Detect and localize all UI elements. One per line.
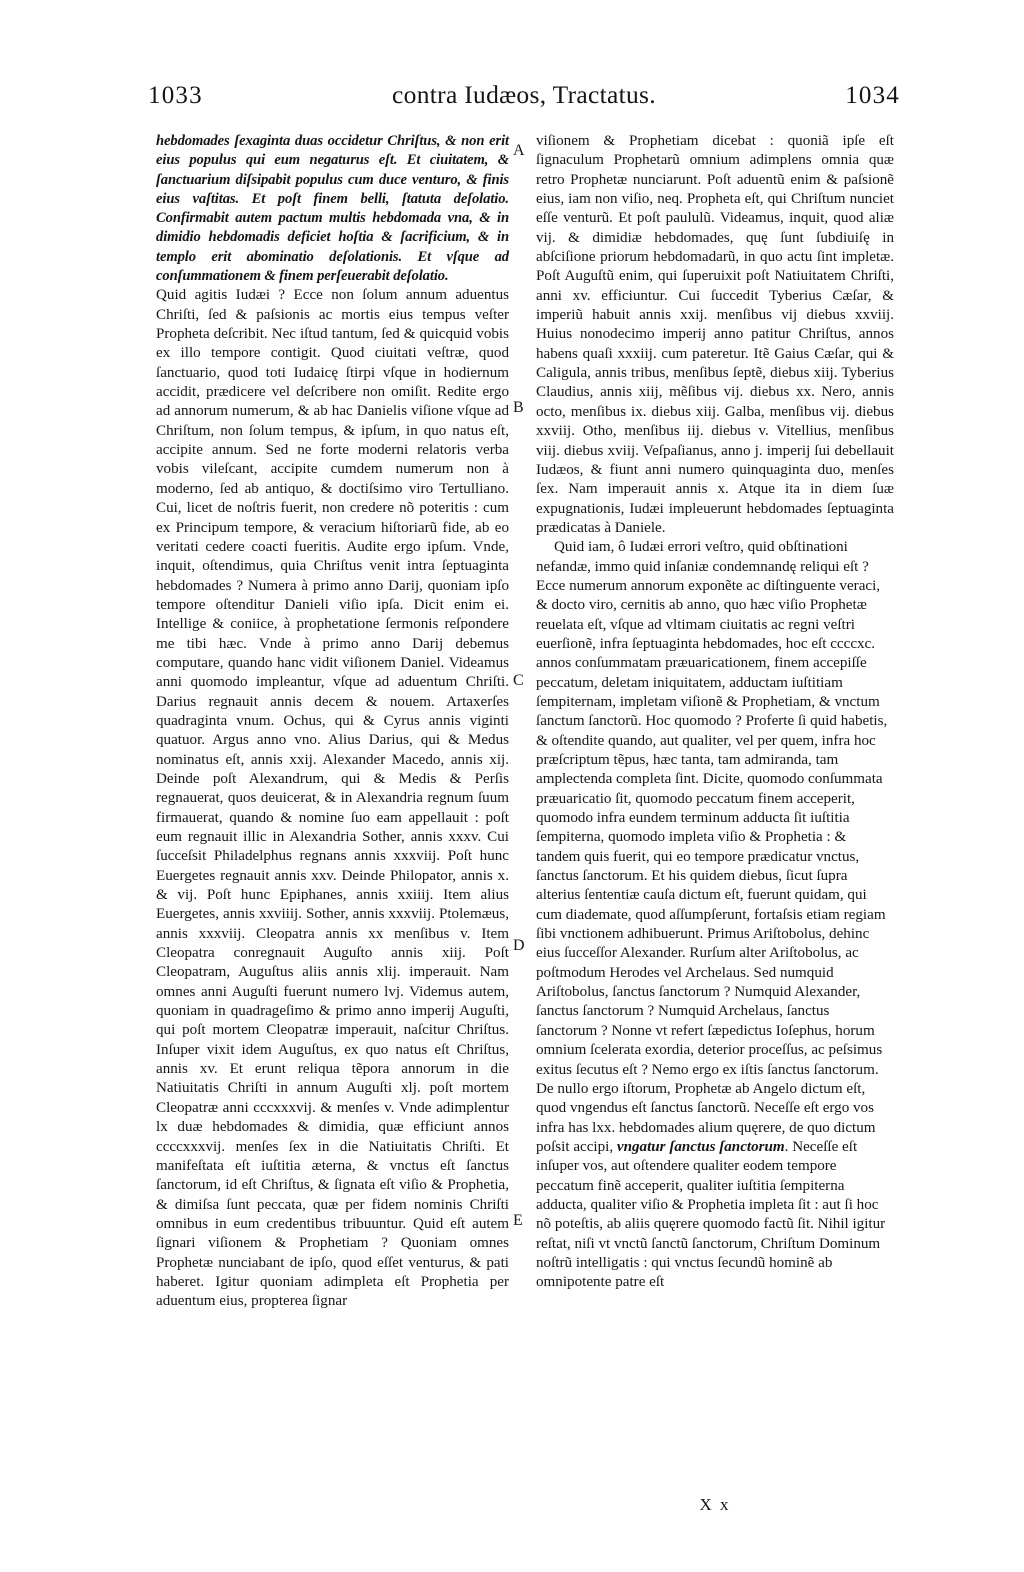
marginal-letter-b: B — [513, 399, 524, 416]
left-column-body: Quid agitis Iudæi ? Ecce non ſolum annum aduentus Chriſti, ſed & paſsionis ac mortis eius tempus veſter Propheta deſcribit. Nec iſtud tantum, ſed & quicquid vobis ex illo tempore contigit. Quod ciuitati veſtræ, quod ſanctuario, quod toti Iudaicę ſtirpi vſque in hodiernum accidit, prædicere vel deſcribere non omiſit. Redite ergo ad annorum numerum, & ab hac Danielis viſione vſque ad Chriſtum, non ſolum tempus, & ipſum, in quo natus eſt, accipite annum. Sed ne forte moderni relatoris verba vobis vileſcant, accipite cumdem numerum non à moderno, ſed ab antiquo, & doctiſsimo viro Tertulliano. Cui, licet de noſtris fuerit, non credere nõ poteritis : cum ex Principum tempore, & veracium hiſtoriarũ fide, ab eo veritati cedere coacti fueritis. Audite ergo ipſum. Vnde, inquit, oſtendimus, quia Chriſtus venit intra ſeptuaginta hebdomades ? Numera à primo anno Darij, quoniam ipſo tempore oſtenditur Danieli viſio ipſa. Dicit enim ei. Intellige & coniice, à prophetatione ſermonis reſpondere me tibi hæc. Vnde à primo anno Darij debemus computare, quando hanc vidit viſionem Daniel. Videamus anni quomodo impleantur, vſque ad aduentum Chriſti. Darius regnauit annis decem & nouem. Artaxerſes quadraginta vnum. Ochus, qui & Cyrus annis viginti quatuor. Argus anno vno. Alius Darius, qui & Medus nominatus eſt, annis xxij. Alexander Macedo, annis xij. Deinde poſt Alexandrum, qui & Medis & Perſis regnauerat, quos deuicerat, & in Alexandria regnum ſuum firmauerat, quando & nomine ſuo eam appellauit : poſt eum regnauit illic in Alexandria Sother, annis xxxv. Cui ſucceſsit Philadelphus regnans annis xxxviij. Poſt hunc Euergetes regnauit annis xxv. Deinde Philopator, annis x. & vij. Poſt hunc Epiphanes, annis xxiiij. Item alius Euergetes, annis xxviiij. Sother, annis xxxviij. Ptolemæus, annis xxxviij. Cleopatra annis xx menſibus v. Item Cleopatra conregnauit Auguſto annis xiij. Poſt Cleopatram, Auguſtus aliis annis xlij. imperauit. Nam omnes anni Auguſti fuerunt numero lvj. Videmus autem, quoniam in quadrageſimo & primo anno imperij Auguſti, qui poſt mortem Cleopatræ imperauit, naſcitur Chriſtus. Inſuper vixit idem Auguſtus, ex quo natus eſt Chriſtus, annis xv. Et erunt reliqua tẽpora annorum in die Natiuitatis Chriſti in annum Auguſti xlj. poſt mortem Cleopatræ anni cccxxxvij. & menſes v. Vnde adimplentur lx duæ hebdomades & dimidia, quæ efficiunt annos ccccxxxvij. menſes ſex in die Natiuitatis Chriſti. Et manifeſtata eſt iuſtitia æterna, & vnctus eſt ſanctus ſanctorum, id eſt Chriſtus, & ſignata eſt viſio & Prophetia, & dimiſsa ſunt peccata, quæ per fidem nominis Chriſti omnibus in eum credentibus tribuuntur. Quid eſt autem ſignari viſionem & Prophetiam ? Quoniam omnes Prophetæ nunciabant de ipſo, quod eſſet venturus, & pati haberet. Igitur quoniam adimpleta eſt Prophetia per aduentum eius, propterea ſignar — [156, 287, 509, 1310]
page-title: contra Iudæos, Tractatus. — [392, 80, 656, 109]
signature-mark: X x — [699, 1495, 731, 1514]
right-column-body-second — [536, 538, 894, 1292]
right-body-part-two: . Neceſſe eſt inſuper vos, aut oſtendere qualiter eodem tempore peccatum finẽ acceperit, qualiter iuſtitia ſempiterna adducta, qualiter viſio & Prophetia impleta ſit : aut ſi hoc nõ poteſtis, ab aliis quęrere quomodo factũ ſit. Nihil igitur reſtat, niſi vt vnctũ ſanctũ ſanctorum, Chriſtum Dominum noſtrũ intelligatis : qui vnctus ſecundũ hominẽ ab omnipotente patre eſt — [536, 1138, 886, 1291]
folio-number-left: 1033 — [148, 82, 203, 109]
right-column-body-first: viſionem & Prophetiam dicebat : quoniã ipſe eſt ſignaculum Prophetarũ omnium adimplens omnia quæ retro Prophetæ nunciarunt. Poſt aduentũ enim & paſsionẽ eius, iam non viſio, neq. Propheta eſt, qui Chriſtum nunciet eſſe venturũ. Et poſt paululũ. Videamus, inquit, quod aliæ vij. & dimidiæ hebdomades, quę ſunt ſubdiuiſę in abſciſione priorum hebdomadarũ, in quo actu ſint impletæ. Poſt Auguſtũ enim, qui ſuperuixit poſt Natiuitatem Chriſti, anni xv. efficiuntur. Cui ſuccedit Tyberius Cæſar, & imperiũ habuit annis xxij. menſibus vij diebus xxviij. Huius nonodecimo imperij anno patitur Chriſtus, annos habens quaſi xxxiij. cum pateretur. Itẽ Gaius Cæſar, qui & Caligula, annis tribus, menſibus ſeptẽ, diebus xiij. Tyberius Claudius, annis xiij, mẽſibus vij. diebus xx. Nero, annis octo, menſibus ix. diebus xiij. Galba, menſibus vij. diebus xxviij. Otho, menſibus iij. diebus v. Vitellius, menſibus viij. diebus xviij. Veſpaſianus, anno j. imperij ſui debellauit Iudæos, & fiunt anni numero quinquaginta duo, menſes ſex. Nam imperauit annis x. Atque ita in diem ſuæ expugnationis, Iudæi impleuerunt hebdomades ſeptuaginta prædicatas à Daniele. — [536, 133, 894, 536]
right-body-part-one: Quid iam, ô Iudæi errori veſtro, quid obſtinationi nefandæ, immo quid inſaniæ condemnandę reliqui eſt ? Ecce numerum annorum exponẽte ac diſtinguente veraci, & docto viro, cernitis ab anno, quo hæc viſio Prophetæ reuelata eſt, vſque ad vltimam ciuitatis ac regni veſtri euerſionẽ, infra ſeptuaginta hebdomades, hoc eſt ccccxc. annos conſummatam præuaricationem, finem accepiſſe peccatum, deletam iniquitatem, adductam iuſtitiam ſempiternam, impletam viſionẽ & Prophetiam, & vnctum ſanctum ſanctorũ. Hoc quomodo ? Proferte ſi quid habetis, & oſtendite quando, aut qualiter, vel per quem, infra hoc præſcriptum tẽpus, hæc tanta, tam admiranda, tam amplectenda completa ſint. Dicite, quomodo conſummata præuaricatio ſit, quomodo peccatum finem acceperit, quomodo infra eundem terminum adducta ſit iuſtitia ſempiterna, quomodo impleta viſio & Prophetia : & tandem quis fuerit, qui eo tempore prædicatur vnctus, ſanctus ſanctorum. Et his quidem diebus, ſicut ſupra alterius ſententiæ cauſa dictum eſt, fuerunt quidam, qui cum diademate, quod aſſumpſerunt, fortaſsis etiam regiam ſibi vnctionem adhibuerunt. Primus Ariſtobolus, dehinc eius ſucceſſor Alexander. Rurſum alter Ariſtobolus, ac poſtmodum Herodes vel Archelaus. Sed numquid Ariſtobolus, ſanctus ſanctorum ? Numquid Alexander, ſanctus ſanctorum ? Numquid Archelaus, ſanctus ſanctorum ? Nonne vt refert ſæpedictus Ioſephus, horum omnium ſcelerata exordia, deterior proceſſus, ac peſsimus exitus ſecutus eſt ? Nemo ergo ex iſtis ſanctus ſanctorum. De nullo ergo iſtorum, Prophetæ ab Angelo dictum eſt, quod vngendus eſt ſanctus ſanctorũ. Neceſſe eſt ergo vos infra has lxx. hebdomades alium quęrere, de quo dictum poſsit accipi, — [536, 539, 888, 1155]
scripture-quotation: hebdomades ſexaginta duas occidetur Chriſtus, & non erit eius populus qui eum negaturus eſt. Et ciuitatem, & ſanctuarium diſsipabit populus cum duce venturo, & finis eius vaſtitas. Et poſt finem belli, ſtatuta deſolatio. Confirmabit autem pactum multis hebdomada vna, & in dimidio hebdomadis deficiet hoſtia & ſacrificium, & in templo erit abominatio deſolationis. Et vſque ad conſummationem & finem perſeuerabit deſolatio. — [156, 133, 509, 285]
marginal-letter-d: D — [513, 937, 525, 954]
marginal-letter-c: C — [513, 672, 524, 689]
folio-number-right: 1034 — [845, 82, 900, 109]
running-header — [148, 80, 900, 120]
column-right — [536, 132, 894, 1293]
italic-quoted-phrase: vngatur ſanctus ſanctorum — [616, 1138, 785, 1155]
column-left — [156, 132, 509, 1312]
marginal-letter-e: E — [513, 1212, 523, 1229]
marginal-letter-a: A — [513, 142, 525, 159]
